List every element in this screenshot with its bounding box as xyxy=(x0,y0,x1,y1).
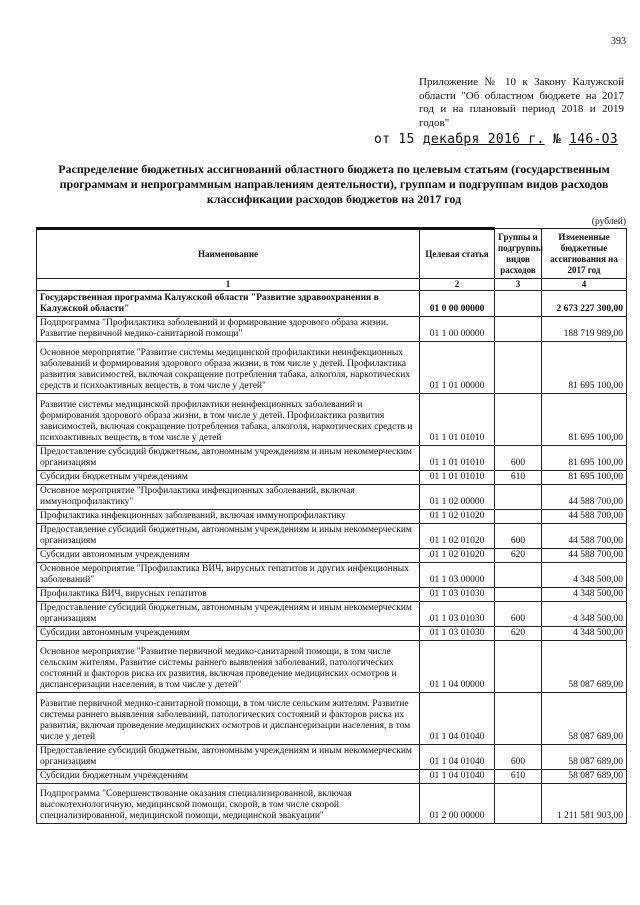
law-date-stamp xyxy=(374,132,618,147)
row-code: 01 0 00 00000 xyxy=(420,291,495,317)
row-amount: 4 348 500,00 xyxy=(542,588,627,602)
table-row xyxy=(37,485,627,510)
row-amount: 4 348 500,00 xyxy=(542,627,627,641)
row-name: Развитие системы медицинской профилактики неинфекционных заболеваний и формирования здорового образа жизни, в том числе у детей. Профилактика развития зависимостей, включая сокращение потребления табака, алкоголя, наркотических средств и психоактивных веществ, в том числе у детей xyxy=(37,394,420,446)
budget-table-body xyxy=(37,291,627,824)
col-number: 3 xyxy=(495,279,542,291)
row-code: 01 1 04 01040 xyxy=(420,745,495,770)
row-name: Основное мероприятие "Развитие первичной медико-санитарной помощи, в том числе сельским жителям. Развитие системы раннего выявления заболеваний, патологических состояний и факторов риска их развития, включая проведение медицинских осмотров и диспансеризации населения, в том числе у детей" xyxy=(37,641,420,693)
row-group: 600 xyxy=(495,745,542,770)
stamp-number: 146-ОЗ xyxy=(569,132,618,147)
row-code: 01 1 02 00000 xyxy=(420,485,495,510)
row-code: 01 1 03 00000 xyxy=(420,563,495,588)
table-row xyxy=(37,602,627,627)
row-amount: 4 348 500,00 xyxy=(542,602,627,627)
row-name: Подпрограмма "Совершенствование оказания специализированной, включая высокотехнологичную, медицинской помощи, скорой, в том числе скорой специализированной, медицинской помощи, медицинской эвакуации" xyxy=(37,784,420,824)
table-row xyxy=(37,317,627,342)
table-row xyxy=(37,745,627,770)
table-row xyxy=(37,641,627,693)
row-amount: 81 695 100,00 xyxy=(542,394,627,446)
row-group xyxy=(495,394,542,446)
row-code: 01 1 02 01020 xyxy=(420,510,495,524)
row-amount: 58 087 689,00 xyxy=(542,693,627,745)
document-title: Распределение бюджетных ассигнований областного бюджета по целевым статьям (государственным программам и непрограммным направлениям деятельности), группам и подгруппам видов расходов классификации расходов бюджетов на 2017 год xyxy=(58,162,610,206)
row-name: Основное мероприятие "Профилактика инфекционных заболеваний, включая иммунопрофилактику" xyxy=(37,485,420,510)
row-group xyxy=(495,693,542,745)
row-amount: 58 087 689,00 xyxy=(542,745,627,770)
row-amount: 4 348 500,00 xyxy=(542,563,627,588)
row-code: 01 1 00 00000 xyxy=(420,317,495,342)
row-group: 600 xyxy=(495,524,542,549)
table-row xyxy=(37,524,627,549)
row-amount: 81 695 100,00 xyxy=(542,446,627,471)
row-code: 01 1 01 01010 xyxy=(420,471,495,485)
row-code: 01 1 02 01020 xyxy=(420,524,495,549)
table-row xyxy=(37,446,627,471)
row-name: Субсидии бюджетным учреждениям xyxy=(37,770,420,784)
row-amount: 188 719 989,00 xyxy=(542,317,627,342)
row-amount: 2 673 227 300,00 xyxy=(542,291,627,317)
row-group xyxy=(495,342,542,394)
stamp-prefix: от 15 xyxy=(374,132,415,147)
header-amount: Измененные бюджетные ассигнования на 2017 год xyxy=(542,229,627,279)
table-row xyxy=(37,510,627,524)
budget-table xyxy=(36,227,627,824)
row-name: Профилактика инфекционных заболеваний, включая иммунопрофилактику xyxy=(37,510,420,524)
row-code: 01 2 00 00000 xyxy=(420,784,495,824)
row-code: 01 1 01 00000 xyxy=(420,342,495,394)
table-row xyxy=(37,588,627,602)
row-code: 01 1 03 01030 xyxy=(420,602,495,627)
row-code: 01 1 04 01040 xyxy=(420,770,495,784)
row-name: Субсидии бюджетным учреждениям xyxy=(37,471,420,485)
table-row xyxy=(37,291,627,317)
table-row xyxy=(37,784,627,824)
table-row xyxy=(37,471,627,485)
col-number: 2 xyxy=(420,279,495,291)
row-code: 01 1 01 01010 xyxy=(420,394,495,446)
header-code: Целевая статья xyxy=(420,229,495,279)
row-name: Субсидии автономным учреждениям xyxy=(37,627,420,641)
row-amount: 44 588 700,00 xyxy=(542,524,627,549)
row-group xyxy=(495,485,542,510)
row-name: Профилактика ВИЧ, вирусных гепатитов xyxy=(37,588,420,602)
row-group xyxy=(495,563,542,588)
appendix-note: Приложение № 10 к Закону Калужской области "Об областном бюджете на 2017 год и на плановый период 2018 и 2019 годов" xyxy=(419,76,624,129)
row-name: Предоставление субсидий бюджетным, автономным учреждениям и иным некоммерческим организациям xyxy=(37,745,420,770)
header-name: Наименование xyxy=(37,229,420,279)
row-amount: 58 087 689,00 xyxy=(542,641,627,693)
page-number: 393 xyxy=(611,36,626,47)
row-group: 610 xyxy=(495,770,542,784)
row-name: Предоставление субсидий бюджетным, автономным учреждениям и иным некоммерческим организациям xyxy=(37,446,420,471)
stamp-number-label: № xyxy=(552,132,561,147)
table-row xyxy=(37,693,627,745)
row-name: Субсидии автономным учреждениям xyxy=(37,549,420,563)
row-group xyxy=(495,784,542,824)
row-group xyxy=(495,317,542,342)
row-group: 610 xyxy=(495,471,542,485)
row-code: 01 1 01 01010 xyxy=(420,446,495,471)
row-amount: 44 588 700,00 xyxy=(542,549,627,563)
row-name: Подпрограмма "Профилактика заболеваний и формирование здорового образа жизни. Развитие первичной медико-санитарной помощи" xyxy=(37,317,420,342)
row-amount: 81 695 100,00 xyxy=(542,471,627,485)
row-name: Государственная программа Калужской области "Развитие здравоохранения в Калужской области" xyxy=(37,291,420,317)
col-number: 4 xyxy=(542,279,627,291)
row-code: 01 1 04 00000 xyxy=(420,641,495,693)
row-group xyxy=(495,510,542,524)
row-group xyxy=(495,641,542,693)
row-code: 01 1 03 01030 xyxy=(420,588,495,602)
row-group: 620 xyxy=(495,549,542,563)
header-group: Группы и подгруппы видов расходов xyxy=(495,229,542,279)
table-row xyxy=(37,563,627,588)
table-row xyxy=(37,627,627,641)
row-group: 620 xyxy=(495,627,542,641)
row-name: Основное мероприятие "Профилактика ВИЧ, вирусных гепатитов и других инфекционных заболеваний" xyxy=(37,563,420,588)
table-row xyxy=(37,394,627,446)
row-group xyxy=(495,291,542,317)
row-amount: 1 211 581 903,00 xyxy=(542,784,627,824)
row-group: 600 xyxy=(495,602,542,627)
row-code: 01 1 03 01030 xyxy=(420,627,495,641)
row-name: Основное мероприятие "Развитие системы медицинской профилактики неинфекционных заболеваний и формирования здорового образа жизни, в том числе у детей. Профилактика развития зависимостей, включая сокращение потребления табака, алкоголя, наркотических средств и психоактивных веществ, в том числе у детей" xyxy=(37,342,420,394)
row-name: Предоставление субсидий бюджетным, автономным учреждениям и иным некоммерческим организациям xyxy=(37,524,420,549)
stamp-date: декабря 2016 г. xyxy=(422,132,545,147)
table-row xyxy=(37,342,627,394)
row-amount: 81 695 100,00 xyxy=(542,342,627,394)
col-number: 1 xyxy=(37,279,420,291)
currency-unit: (рублей) xyxy=(591,217,626,227)
table-row xyxy=(37,549,627,563)
row-code: 01 1 02 01020 xyxy=(420,549,495,563)
row-code: 01 1 04 01040 xyxy=(420,693,495,745)
row-group xyxy=(495,588,542,602)
row-amount: 58 087 689,00 xyxy=(542,770,627,784)
row-name: Развитие первичной медико-санитарной помощи, в том числе сельским жителям. Развитие системы раннего выявления заболеваний, патологических состояний и факторов риска их развития, включая проведение медицинских осмотров и диспансеризации населения, в том числе у детей xyxy=(37,693,420,745)
row-amount: 44 588 700,00 xyxy=(542,485,627,510)
row-name: Предоставление субсидий бюджетным, автономным учреждениям и иным некоммерческим организациям xyxy=(37,602,420,627)
row-group: 600 xyxy=(495,446,542,471)
row-amount: 44 588 700,00 xyxy=(542,510,627,524)
table-row xyxy=(37,770,627,784)
